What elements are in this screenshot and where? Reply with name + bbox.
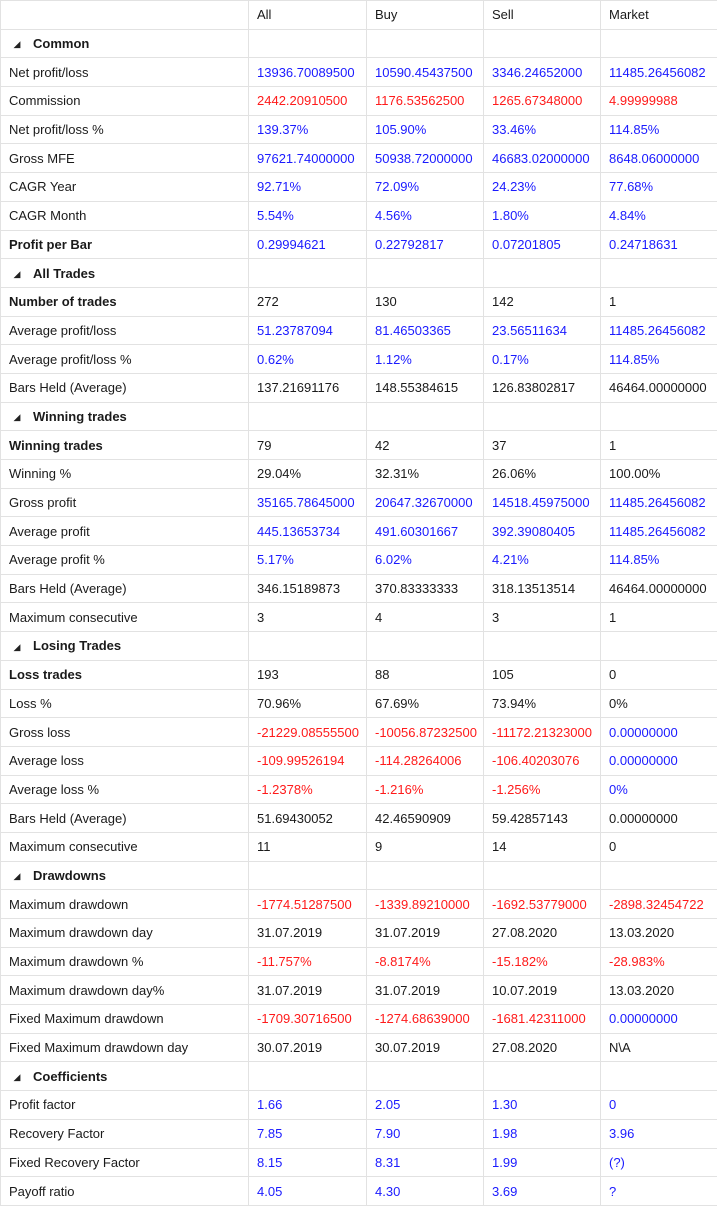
value-cell-buy: 105.90% [367,115,484,144]
value-cell-sell: 4.21% [484,546,601,575]
table-row[interactable] [1,832,717,861]
value-cell-buy: 50938.72000000 [367,144,484,173]
section-header-cell[interactable] [1,259,249,288]
table-row[interactable] [1,804,717,833]
row-label: Maximum drawdown % [1,947,249,976]
value-cell-buy: 130 [367,287,484,316]
section-empty-cell [484,632,601,661]
section-empty-cell [249,861,367,890]
row-label: Commission [1,87,249,116]
table-row[interactable] [1,1091,717,1120]
value-cell-all: 2442.20910500 [249,87,367,116]
row-label: Average loss % [1,775,249,804]
value-cell-buy: 10590.45437500 [367,58,484,87]
value-cell-buy: 491.60301667 [367,517,484,546]
value-cell-all: 51.69430052 [249,804,367,833]
section-empty-cell [249,29,367,58]
value-cell-all: 30.07.2019 [249,1033,367,1062]
value-cell-buy: 4 [367,603,484,632]
value-cell-sell: -1692.53779000 [484,890,601,919]
value-cell-sell: 73.94% [484,689,601,718]
table-row[interactable] [1,316,717,345]
value-cell-all: 29.04% [249,460,367,489]
value-cell-buy: -1274.68639000 [367,1005,484,1034]
section-empty-cell [601,29,717,58]
value-cell-buy: 72.09% [367,173,484,202]
section-empty-cell [484,402,601,431]
value-cell-sell: 23.56511634 [484,316,601,345]
row-label: Loss trades [1,660,249,689]
value-cell-market: -28.983% [601,947,717,976]
value-cell-all: 92.71% [249,173,367,202]
row-label: Recovery Factor [1,1119,249,1148]
section-title: Losing Trades [33,638,121,653]
value-cell-all: 7.85 [249,1119,367,1148]
value-cell-market: 0.24718631 [601,230,717,259]
value-cell-market: 4.99999988 [601,87,717,116]
value-cell-buy: 9 [367,832,484,861]
section-empty-cell [484,29,601,58]
row-label: Net profit/loss [1,58,249,87]
value-cell-all: -109.99526194 [249,746,367,775]
value-cell-all: -21229.08555500 [249,718,367,747]
value-cell-market: 13.03.2020 [601,976,717,1005]
value-cell-buy: 4.56% [367,201,484,230]
value-cell-sell: 14518.45975000 [484,488,601,517]
table-row[interactable] [1,345,717,374]
value-cell-buy: 7.90 [367,1119,484,1148]
table-row[interactable] [1,373,717,402]
table-row[interactable] [1,689,717,718]
header-corner-cell [1,1,249,30]
value-cell-sell: 392.39080405 [484,517,601,546]
row-label: Average profit/loss [1,316,249,345]
section-title: Common [33,36,89,51]
value-cell-market: 4.84% [601,201,717,230]
row-label: Profit per Bar [1,230,249,259]
table-row[interactable] [1,574,717,603]
section-empty-cell [367,1062,484,1091]
value-cell-market: 77.68% [601,173,717,202]
row-label: Winning % [1,460,249,489]
value-cell-sell: 46683.02000000 [484,144,601,173]
section-header-row[interactable] [1,259,717,288]
table-row[interactable] [1,87,717,116]
value-cell-buy: -1.216% [367,775,484,804]
collapse-toggle-icon[interactable]: ◢ [1,412,33,423]
value-cell-sell: 37 [484,431,601,460]
row-label: Maximum consecutive [1,603,249,632]
row-label: Fixed Maximum drawdown [1,1005,249,1034]
value-cell-all: 70.96% [249,689,367,718]
value-cell-all: -1774.51287500 [249,890,367,919]
section-title: All Trades [33,266,95,281]
column-header-buy[interactable]: Buy [367,1,484,30]
value-cell-sell: 3.69 [484,1177,601,1206]
section-empty-cell [249,402,367,431]
row-label: Bars Held (Average) [1,574,249,603]
value-cell-market: 114.85% [601,115,717,144]
value-cell-all: 0.29994621 [249,230,367,259]
row-label: Winning trades [1,431,249,460]
table-row[interactable] [1,1005,717,1034]
value-cell-market: 46464.00000000 [601,574,717,603]
value-cell-all: 31.07.2019 [249,976,367,1005]
row-label: Payoff ratio [1,1177,249,1206]
section-header-row[interactable] [1,29,717,58]
row-label: Maximum consecutive [1,832,249,861]
section-header-cell[interactable] [1,1062,249,1091]
value-cell-market: 11485.26456082 [601,517,717,546]
value-cell-buy: 1176.53562500 [367,87,484,116]
section-empty-cell [367,861,484,890]
value-cell-buy: 148.55384615 [367,373,484,402]
section-empty-cell [367,259,484,288]
value-cell-buy: 88 [367,660,484,689]
row-label: CAGR Month [1,201,249,230]
value-cell-all: -11.757% [249,947,367,976]
value-cell-market: 0.00000000 [601,718,717,747]
row-label: Maximum drawdown [1,890,249,919]
value-cell-market: 0.00000000 [601,804,717,833]
value-cell-market: 1 [601,603,717,632]
value-cell-sell: 0.07201805 [484,230,601,259]
value-cell-sell: 318.13513514 [484,574,601,603]
section-header-row[interactable] [1,1062,717,1091]
value-cell-all: 4.05 [249,1177,367,1206]
section-header-row[interactable] [1,632,717,661]
value-cell-all: 5.54% [249,201,367,230]
value-cell-market: 114.85% [601,546,717,575]
value-cell-all: 35165.78645000 [249,488,367,517]
value-cell-all: 51.23787094 [249,316,367,345]
table-row[interactable] [1,775,717,804]
value-cell-buy: 42 [367,431,484,460]
value-cell-sell: 3 [484,603,601,632]
row-label: Net profit/loss % [1,115,249,144]
row-label: Loss % [1,689,249,718]
value-cell-buy: 42.46590909 [367,804,484,833]
value-cell-sell: 3346.24652000 [484,58,601,87]
value-cell-all: -1709.30716500 [249,1005,367,1034]
column-header-market[interactable]: Market [601,1,717,30]
value-cell-buy: -10056.87232500 [367,718,484,747]
value-cell-sell: 1.30 [484,1091,601,1120]
section-title: Coefficients [33,1069,107,1084]
section-empty-cell [601,259,717,288]
table-header [1,1,717,30]
value-cell-market: 13.03.2020 [601,919,717,948]
value-cell-all: 272 [249,287,367,316]
value-cell-market: 8648.06000000 [601,144,717,173]
section-title: Winning trades [33,409,127,424]
collapse-toggle-icon[interactable]: ◢ [1,642,33,653]
section-empty-cell [601,402,717,431]
value-cell-sell: 0.17% [484,345,601,374]
value-cell-market: 100.00% [601,460,717,489]
table-row[interactable] [1,919,717,948]
column-header-sell[interactable]: Sell [484,1,601,30]
value-cell-buy: 31.07.2019 [367,919,484,948]
section-empty-cell [484,861,601,890]
section-empty-cell [249,259,367,288]
section-header-cell[interactable] [1,29,249,58]
value-cell-buy: 6.02% [367,546,484,575]
value-cell-market: 114.85% [601,345,717,374]
value-cell-buy: 32.31% [367,460,484,489]
value-cell-all: 1.66 [249,1091,367,1120]
value-cell-sell: 1.98 [484,1119,601,1148]
value-cell-sell: 142 [484,287,601,316]
table-row[interactable] [1,1033,717,1062]
row-label: Gross profit [1,488,249,517]
header-row [1,1,717,30]
section-empty-cell [484,1062,601,1091]
value-cell-sell: 27.08.2020 [484,919,601,948]
value-cell-all: 139.37% [249,115,367,144]
row-label: Average profit [1,517,249,546]
table-row[interactable] [1,1119,717,1148]
value-cell-sell: 33.46% [484,115,601,144]
table-row[interactable] [1,746,717,775]
section-header-row[interactable] [1,402,717,431]
table-row[interactable] [1,546,717,575]
value-cell-all: 97621.74000000 [249,144,367,173]
table-row[interactable] [1,488,717,517]
value-cell-sell: 59.42857143 [484,804,601,833]
table-row[interactable] [1,287,717,316]
row-label: Average profit/loss % [1,345,249,374]
table-row[interactable] [1,230,717,259]
value-cell-market: 0.00000000 [601,1005,717,1034]
value-cell-buy: 4.30 [367,1177,484,1206]
value-cell-sell: -11172.21323000 [484,718,601,747]
table-row[interactable] [1,1177,717,1206]
column-header-all[interactable]: All [249,1,367,30]
row-label: Number of trades [1,287,249,316]
row-label: Average profit % [1,546,249,575]
value-cell-buy: 370.83333333 [367,574,484,603]
collapse-toggle-icon[interactable]: ◢ [1,269,33,280]
value-cell-sell: 26.06% [484,460,601,489]
value-cell-all: 5.17% [249,546,367,575]
row-label: Maximum drawdown day% [1,976,249,1005]
table-row[interactable] [1,58,717,87]
value-cell-sell: 27.08.2020 [484,1033,601,1062]
row-label: Fixed Maximum drawdown day [1,1033,249,1062]
value-cell-sell: 126.83802817 [484,373,601,402]
value-cell-buy: 81.46503365 [367,316,484,345]
value-cell-buy: 31.07.2019 [367,976,484,1005]
value-cell-market: 0% [601,775,717,804]
table-row[interactable] [1,976,717,1005]
section-header-cell[interactable] [1,402,249,431]
value-cell-all: 31.07.2019 [249,919,367,948]
value-cell-buy: -8.8174% [367,947,484,976]
value-cell-market: -2898.32454722 [601,890,717,919]
section-empty-cell [249,1062,367,1091]
table-row[interactable] [1,890,717,919]
section-empty-cell [601,1062,717,1091]
value-cell-buy: -1339.89210000 [367,890,484,919]
section-empty-cell [367,29,484,58]
value-cell-sell: -1.256% [484,775,601,804]
value-cell-all: 11 [249,832,367,861]
value-cell-market: 1 [601,431,717,460]
value-cell-buy: 2.05 [367,1091,484,1120]
value-cell-market: 0 [601,1091,717,1120]
value-cell-sell: 105 [484,660,601,689]
row-label: Fixed Recovery Factor [1,1148,249,1177]
value-cell-sell: 24.23% [484,173,601,202]
value-cell-market: 46464.00000000 [601,373,717,402]
table-row[interactable] [1,201,717,230]
section-empty-cell [367,632,484,661]
section-empty-cell [249,632,367,661]
value-cell-market: 0.00000000 [601,746,717,775]
value-cell-buy: 0.22792817 [367,230,484,259]
row-label: Maximum drawdown day [1,919,249,948]
value-cell-all: 445.13653734 [249,517,367,546]
value-cell-all: 8.15 [249,1148,367,1177]
value-cell-sell: 1.99 [484,1148,601,1177]
collapse-toggle-icon[interactable]: ◢ [1,1072,33,1083]
value-cell-buy: 8.31 [367,1148,484,1177]
section-empty-cell [601,632,717,661]
row-label: Gross loss [1,718,249,747]
value-cell-buy: 67.69% [367,689,484,718]
value-cell-buy: 30.07.2019 [367,1033,484,1062]
section-header-cell[interactable] [1,632,249,661]
table-row[interactable] [1,144,717,173]
value-cell-market: 0 [601,832,717,861]
value-cell-market: 11485.26456082 [601,488,717,517]
section-header-cell[interactable] [1,861,249,890]
value-cell-sell: 10.07.2019 [484,976,601,1005]
value-cell-sell: -106.40203076 [484,746,601,775]
value-cell-market: (?) [601,1148,717,1177]
table-body [1,29,717,1205]
collapse-toggle-icon[interactable]: ◢ [1,871,33,882]
row-label: Bars Held (Average) [1,373,249,402]
value-cell-all: 3 [249,603,367,632]
value-cell-market: 1 [601,287,717,316]
value-cell-buy: 1.12% [367,345,484,374]
value-cell-sell: 1.80% [484,201,601,230]
value-cell-all: 346.15189873 [249,574,367,603]
row-label: CAGR Year [1,173,249,202]
value-cell-sell: -1681.42311000 [484,1005,601,1034]
value-cell-all: -1.2378% [249,775,367,804]
table-row[interactable] [1,460,717,489]
value-cell-market: N\A [601,1033,717,1062]
table-row[interactable] [1,1148,717,1177]
section-empty-cell [367,402,484,431]
table-row[interactable] [1,115,717,144]
value-cell-market: 0 [601,660,717,689]
value-cell-sell: 14 [484,832,601,861]
table-row[interactable] [1,947,717,976]
value-cell-all: 13936.70089500 [249,58,367,87]
row-label: Gross MFE [1,144,249,173]
value-cell-all: 137.21691176 [249,373,367,402]
value-cell-market: 0% [601,689,717,718]
table-row[interactable] [1,173,717,202]
collapse-toggle-icon[interactable]: ◢ [1,39,33,50]
section-empty-cell [601,861,717,890]
value-cell-market: 3.96 [601,1119,717,1148]
section-title: Drawdowns [33,868,106,883]
row-label: Bars Held (Average) [1,804,249,833]
table-row[interactable] [1,603,717,632]
value-cell-all: 193 [249,660,367,689]
section-header-row[interactable] [1,861,717,890]
value-cell-market: 11485.26456082 [601,58,717,87]
table-row[interactable] [1,718,717,747]
table-row[interactable] [1,431,717,460]
value-cell-market: ? [601,1177,717,1206]
value-cell-all: 79 [249,431,367,460]
table-row[interactable] [1,660,717,689]
value-cell-buy: -114.28264006 [367,746,484,775]
value-cell-market: 11485.26456082 [601,316,717,345]
value-cell-sell: -15.182% [484,947,601,976]
value-cell-buy: 20647.32670000 [367,488,484,517]
row-label: Average loss [1,746,249,775]
section-empty-cell [484,259,601,288]
row-label: Profit factor [1,1091,249,1120]
value-cell-sell: 1265.67348000 [484,87,601,116]
value-cell-all: 0.62% [249,345,367,374]
table-row[interactable] [1,517,717,546]
